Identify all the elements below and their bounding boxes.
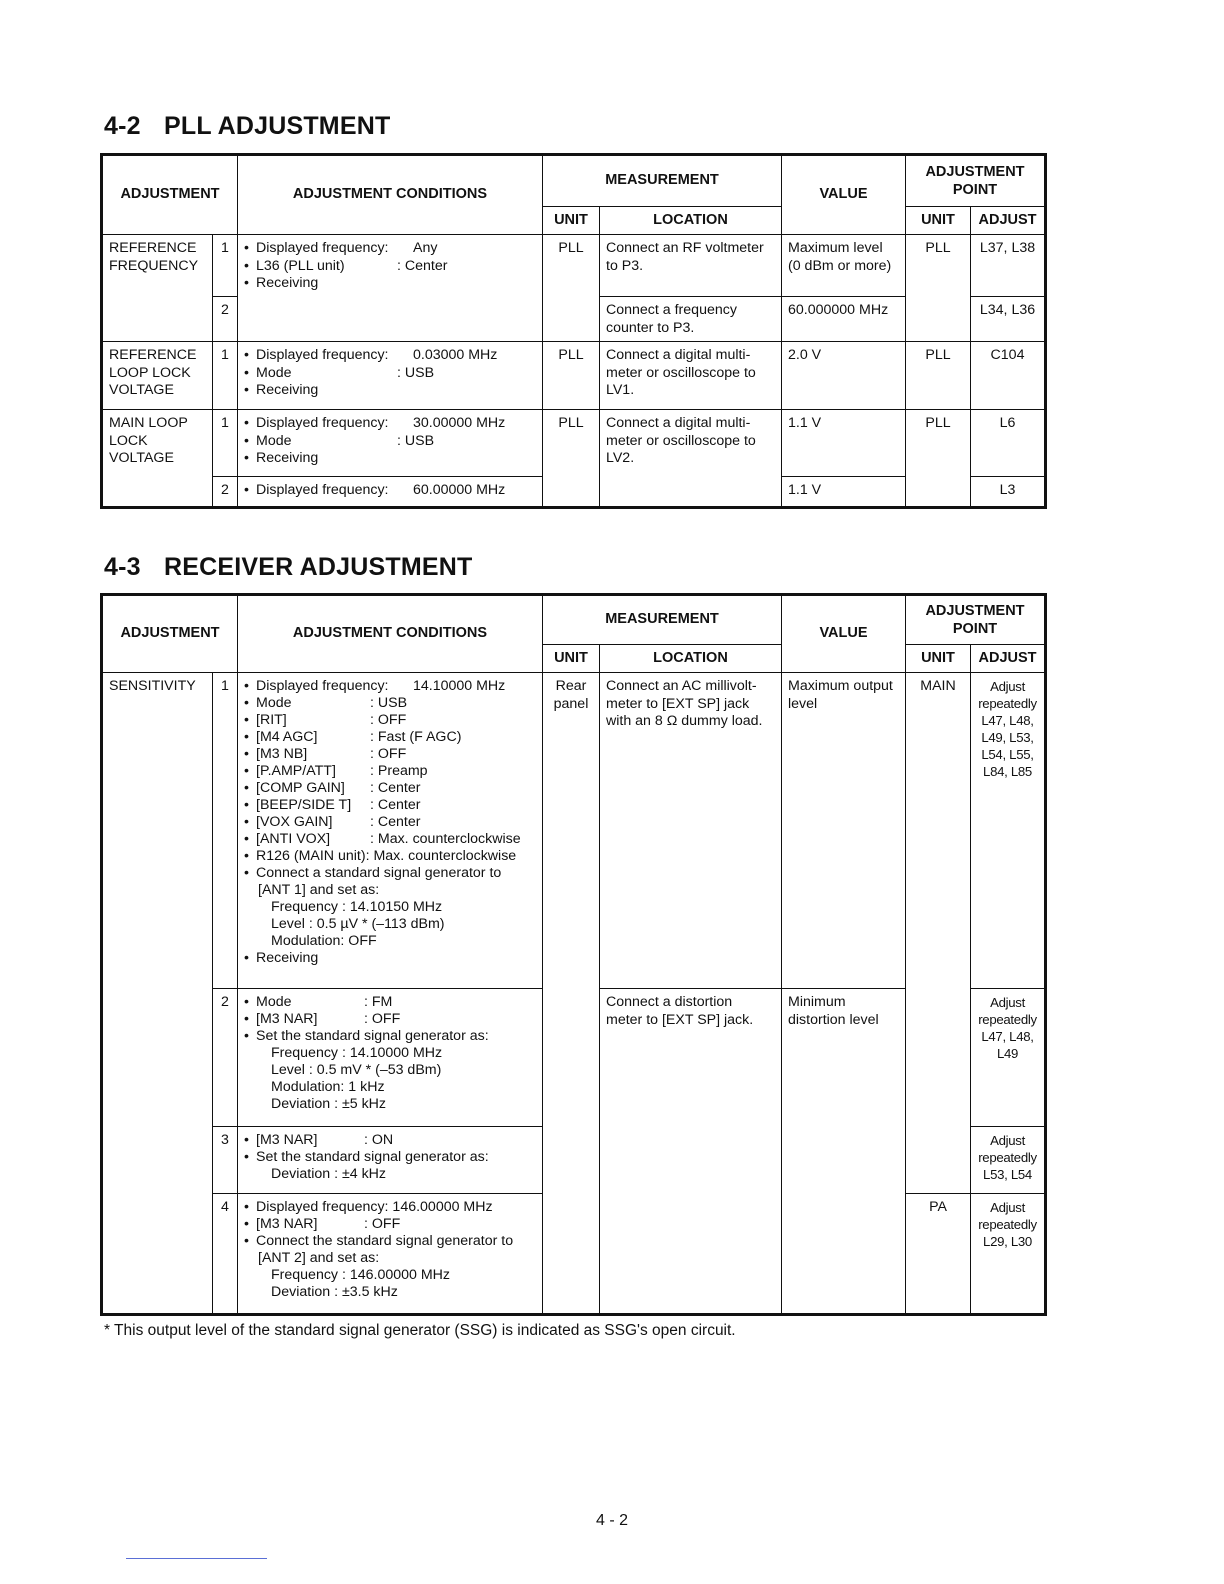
adjustment-name: SENSITIVITY xyxy=(102,673,213,1315)
measurement-location: Connect an RF voltmeter to P3. xyxy=(600,235,782,297)
header-adjustment-point: ADJUSTMENT POINT xyxy=(906,595,1046,645)
header-location: LOCATION xyxy=(600,645,782,673)
adjustment-name: MAIN LOOP LOCK VOLTAGE xyxy=(102,410,213,508)
adjustment-conditions: • [M3 NAR] : ON • Set the standard signal generator as: Deviation : ±4 kHz xyxy=(238,1127,543,1194)
adjustment-conditions: • Displayed frequency: 0.03000 MHz • Mode : USB • Receiving xyxy=(238,342,543,410)
adjustment-conditions: • Displayed frequency: 146.00000 MHz • [M3 NAR] : OFF • Connect the standard signal generator to [ANT 2] and set as: Frequency : 146.00000 MHz Deviation : ±3.5 kHz xyxy=(238,1194,543,1315)
rx-section-number: 4-3 xyxy=(104,553,141,581)
pll-section-number: 4-2 xyxy=(104,112,141,140)
adjust-point: Adjust repeatedly L53, L54 xyxy=(971,1127,1046,1194)
adjustment-conditions: • Displayed frequency: 30.00000 MHz • Mode : USB • Receiving xyxy=(238,410,543,477)
table-row xyxy=(102,410,1046,477)
measurement-location: Connect a distortion meter to [EXT SP] jack. xyxy=(600,989,782,1315)
step-number: 4 xyxy=(213,1194,238,1315)
adjustment-unit: PLL xyxy=(906,410,971,508)
adjustment-unit: MAIN xyxy=(906,673,971,1194)
header-measurement: MEASUREMENT xyxy=(543,595,782,645)
adjustment-unit: PA xyxy=(906,1194,971,1315)
header-unit: UNIT xyxy=(543,207,600,235)
footnote: * This output level of the standard signal generator (SSG) is indicated as SSG's open circuit. xyxy=(104,1322,736,1339)
adjustment-conditions: • Displayed frequency: Any • L36 (PLL unit) : Center • Receiving xyxy=(238,235,543,342)
header-value: VALUE xyxy=(782,155,906,235)
rx-section-text: RECEIVER ADJUSTMENT xyxy=(164,553,473,581)
header-ap-adjust: ADJUST xyxy=(971,645,1046,673)
measurement-location: Connect a frequency counter to P3. xyxy=(600,297,782,342)
table-row xyxy=(102,235,1046,297)
target-value: 2.0 V xyxy=(782,342,906,410)
target-value: Maximum output level xyxy=(782,673,906,989)
table-row xyxy=(102,342,1046,410)
step-number: 2 xyxy=(213,989,238,1127)
adjustment-unit: PLL xyxy=(906,342,971,410)
target-value: 1.1 V xyxy=(782,410,906,477)
step-number: 3 xyxy=(213,1127,238,1194)
measurement-location: Connect an AC millivolt- meter to [EXT SP] jack with an 8 Ω dummy load. xyxy=(600,673,782,989)
page-number: 4 - 2 xyxy=(595,1512,628,1529)
adjust-point: L3 xyxy=(971,477,1046,508)
target-value: 60.000000 MHz xyxy=(782,297,906,342)
adjust-point: Adjust repeatedly L29, L30 xyxy=(971,1194,1046,1315)
adjust-point: L37, L38 xyxy=(971,235,1046,297)
scan-mark-line xyxy=(126,1558,267,1559)
rx-section-title xyxy=(104,553,472,582)
adjust-point: C104 xyxy=(971,342,1046,410)
adjust-point: L34, L36 xyxy=(971,297,1046,342)
step-number: 1 xyxy=(213,673,238,989)
measurement-unit: PLL xyxy=(543,342,600,410)
header-ap-adjust: ADJUST xyxy=(971,207,1046,235)
header-value: VALUE xyxy=(782,595,906,673)
target-value: Minimum distortion level xyxy=(782,989,906,1315)
adjust-point: Adjust repeatedly L47, L48, L49 xyxy=(971,989,1046,1127)
measurement-location: Connect a digital multi- meter or oscilloscope to LV2. xyxy=(600,410,782,508)
step-number: 1 xyxy=(213,235,238,297)
header-unit: UNIT xyxy=(543,645,600,673)
pll-section-text: PLL ADJUSTMENT xyxy=(164,112,391,140)
header-ap-unit: UNIT xyxy=(906,645,971,673)
receiver-adjustment-table xyxy=(100,593,1047,1316)
step-number: 2 xyxy=(213,297,238,342)
adjustment-name: REFERENCE FREQUENCY xyxy=(102,235,213,342)
header-adjustment: ADJUSTMENT xyxy=(102,595,238,673)
target-value: 1.1 V xyxy=(782,477,906,508)
header-conditions: ADJUSTMENT CONDITIONS xyxy=(238,595,543,673)
step-number: 2 xyxy=(213,477,238,508)
adjustment-conditions: • Displayed frequency: 14.10000 MHz • Mode : USB • [RIT] : OFF • [M4 AGC] : Fast (F AGC) • [M3 NB] : OFF • [P.AMP/ATT] : Preamp • [COMP GAIN] : Center • [BEEP/SIDE T] : Center • [VOX GAIN] : Center • [ANTI VOX] : Max. counterclockwise • R126 (MAIN unit): Max. counterclockwise • Connect a standard signal generator to [ANT 1] and set as: Frequency : 14.10150 MHz Level : 0.5 µV * (–113 dBm) Modulation: OFF • Receiving xyxy=(238,673,543,989)
adjust-point: L6 xyxy=(971,410,1046,477)
header-measurement: MEASUREMENT xyxy=(543,155,782,207)
header-location: LOCATION xyxy=(600,207,782,235)
header-adjustment: ADJUSTMENT xyxy=(102,155,238,235)
target-value: Maximum level (0 dBm or more) xyxy=(782,235,906,297)
measurement-unit: PLL xyxy=(543,235,600,342)
adjust-point: Adjust repeatedly L47, L48, L49, L53, L54, L55, L84, L85 xyxy=(971,673,1046,989)
measurement-location: Connect a digital multi- meter or oscilloscope to LV1. xyxy=(600,342,782,410)
pll-adjustment-table xyxy=(100,153,1047,509)
adjustment-conditions: • Displayed frequency: 60.00000 MHz xyxy=(238,477,543,508)
measurement-unit: PLL xyxy=(543,410,600,508)
header-conditions: ADJUSTMENT CONDITIONS xyxy=(238,155,543,235)
table-row xyxy=(102,673,1046,989)
adjustment-unit: PLL xyxy=(906,235,971,342)
adjustment-name: REFERENCE LOOP LOCK VOLTAGE xyxy=(102,342,213,410)
step-number: 1 xyxy=(213,342,238,410)
pll-section-title xyxy=(104,112,390,141)
header-adjustment-point: ADJUSTMENT POINT xyxy=(906,155,1046,207)
step-number: 1 xyxy=(213,410,238,477)
header-ap-unit: UNIT xyxy=(906,207,971,235)
adjustment-conditions: • Mode : FM • [M3 NAR] : OFF • Set the standard signal generator as: Frequency : 14.10000 MHz Level : 0.5 mV * (–53 dBm) Modulation: 1 kHz Deviation : ±5 kHz xyxy=(238,989,543,1127)
measurement-unit: Rear panel xyxy=(543,673,600,1315)
